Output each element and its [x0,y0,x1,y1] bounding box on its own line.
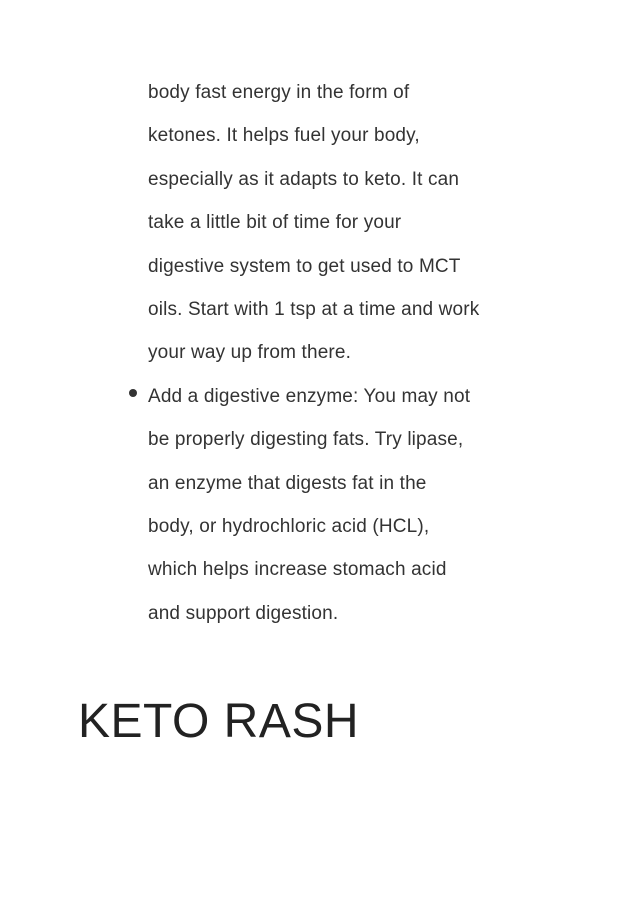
bullet-text-line: be properly digesting fats. Try lipase, [148,429,464,451]
text-line: digestive system to get used to MCT [148,255,461,277]
section-heading: KETO RASH [78,695,360,748]
text-line: oils. Start with 1 tsp at a time and work [148,298,480,320]
text-line: especially as it adapts to keto. It can [148,168,460,190]
text-line: body fast energy in the form of [148,82,410,103]
text-line: take a little bit of time for your [148,212,402,234]
body-text [148,71,588,635]
bullet-icon [129,389,137,397]
bullet-text-line: which helps increase stomach acid [148,559,447,581]
bullet-text-line: body, or hydrochloric acid (HCL), [148,515,430,537]
bullet-text-line: Add a digestive enzyme: You may not [148,385,471,407]
bullet-text-line: an enzyme that digests fat in the [148,472,427,494]
text-line: ketones. It helps fuel your body, [148,125,420,147]
bullet-text-line: and support digestion. [148,602,339,624]
text-line: your way up from there. [148,342,352,364]
